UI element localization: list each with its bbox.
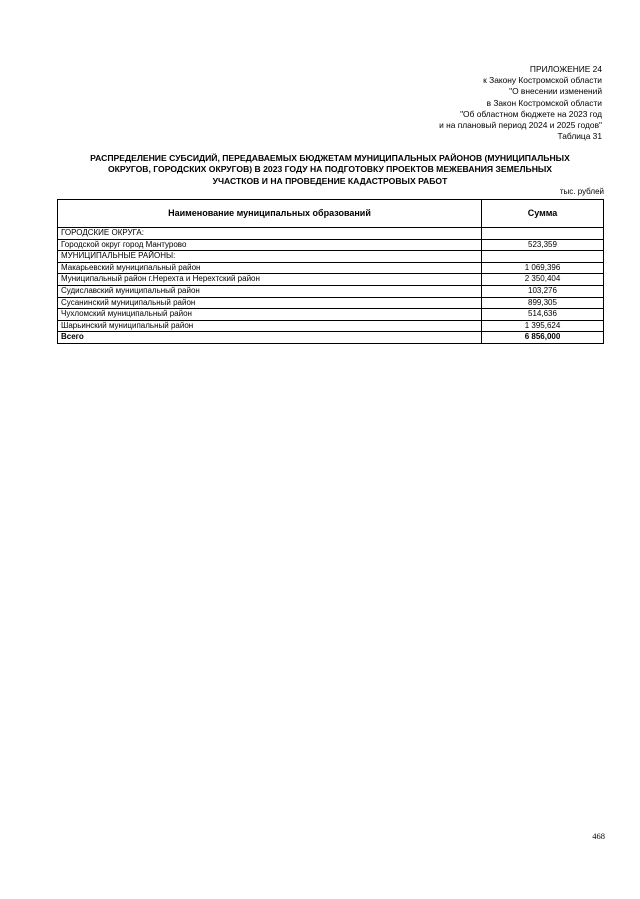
title-line: ОКРУГОВ, ГОРОДСКИХ ОКРУГОВ) В 2023 ГОДУ НА ПОДГОТОВКУ ПРОЕКТОВ МЕЖЕВАНИЯ ЗЕМЕЛЬНЫХ <box>107 164 553 175</box>
units-label: тыс. рублей <box>559 187 604 196</box>
header-line: к Закону Костромской области <box>483 75 602 86</box>
row-name: Чухломский муниципальный район <box>58 309 482 321</box>
row-name: Шарьинский муниципальный район <box>58 320 482 332</box>
row-sum: 2 350,404 <box>482 274 604 286</box>
header-line: ПРИЛОЖЕНИЕ 24 <box>529 64 602 74</box>
document-title <box>60 153 600 187</box>
row-sum <box>482 228 604 240</box>
row-sum: 523,359 <box>482 239 604 251</box>
row-sum <box>482 251 604 263</box>
row-name: Муниципальный район г.Нерехта и Нерехтский район <box>58 274 482 286</box>
total-row <box>58 332 604 344</box>
table-header-row <box>58 200 604 228</box>
row-sum: 103,276 <box>482 285 604 297</box>
table-row <box>58 297 604 309</box>
title-line: УЧАСТКОВ И НА ПРОВЕДЕНИЕ КАДАСТРОВЫХ РАБОТ <box>212 175 448 186</box>
header-line: и на плановый период 2024 и 2025 годов" <box>439 120 602 131</box>
row-sum: 899,305 <box>482 297 604 309</box>
column-header-name: Наименование муниципальных образований <box>58 200 482 228</box>
row-name: Судиславский муниципальный район <box>58 285 482 297</box>
row-sum: 1 069,396 <box>482 262 604 274</box>
header-line: "Об областном бюджете на 2023 год <box>460 108 602 119</box>
row-name: Городской округ город Мантурово <box>58 239 482 251</box>
header-line: "О внесении изменений <box>509 86 602 97</box>
title-line: РАСПРЕДЕЛЕНИЕ СУБСИДИЙ, ПЕРЕДАВАЕМЫХ БЮДЖЕТАМ МУНИЦИПАЛЬНЫХ РАЙОНОВ (МУНИЦИПАЛЬНЫХ <box>90 153 570 163</box>
total-sum: 6 856,000 <box>482 332 604 344</box>
table-number: Таблица 31 <box>557 131 602 142</box>
table-row <box>58 320 604 332</box>
appendix-header <box>439 64 602 142</box>
table-row <box>58 262 604 274</box>
table-row <box>58 309 604 321</box>
subsidy-table <box>57 199 604 344</box>
row-name: Макарьевский муниципальный район <box>58 262 482 274</box>
table-row <box>58 228 604 240</box>
row-name: Сусанинский муниципальный район <box>58 297 482 309</box>
table-row <box>58 274 604 286</box>
header-line: в Закон Костромской области <box>486 97 602 108</box>
row-sum: 514,636 <box>482 309 604 321</box>
row-sum: 1 395,624 <box>482 320 604 332</box>
column-header-sum: Сумма <box>482 200 604 228</box>
row-name: ГОРОДСКИЕ ОКРУГА: <box>58 228 482 240</box>
page-number: 468 <box>592 831 605 841</box>
total-label: Всего <box>58 332 482 344</box>
table-row <box>58 285 604 297</box>
table-row <box>58 239 604 251</box>
table-row <box>58 251 604 263</box>
row-name: МУНИЦИПАЛЬНЫЕ РАЙОНЫ: <box>58 251 482 263</box>
